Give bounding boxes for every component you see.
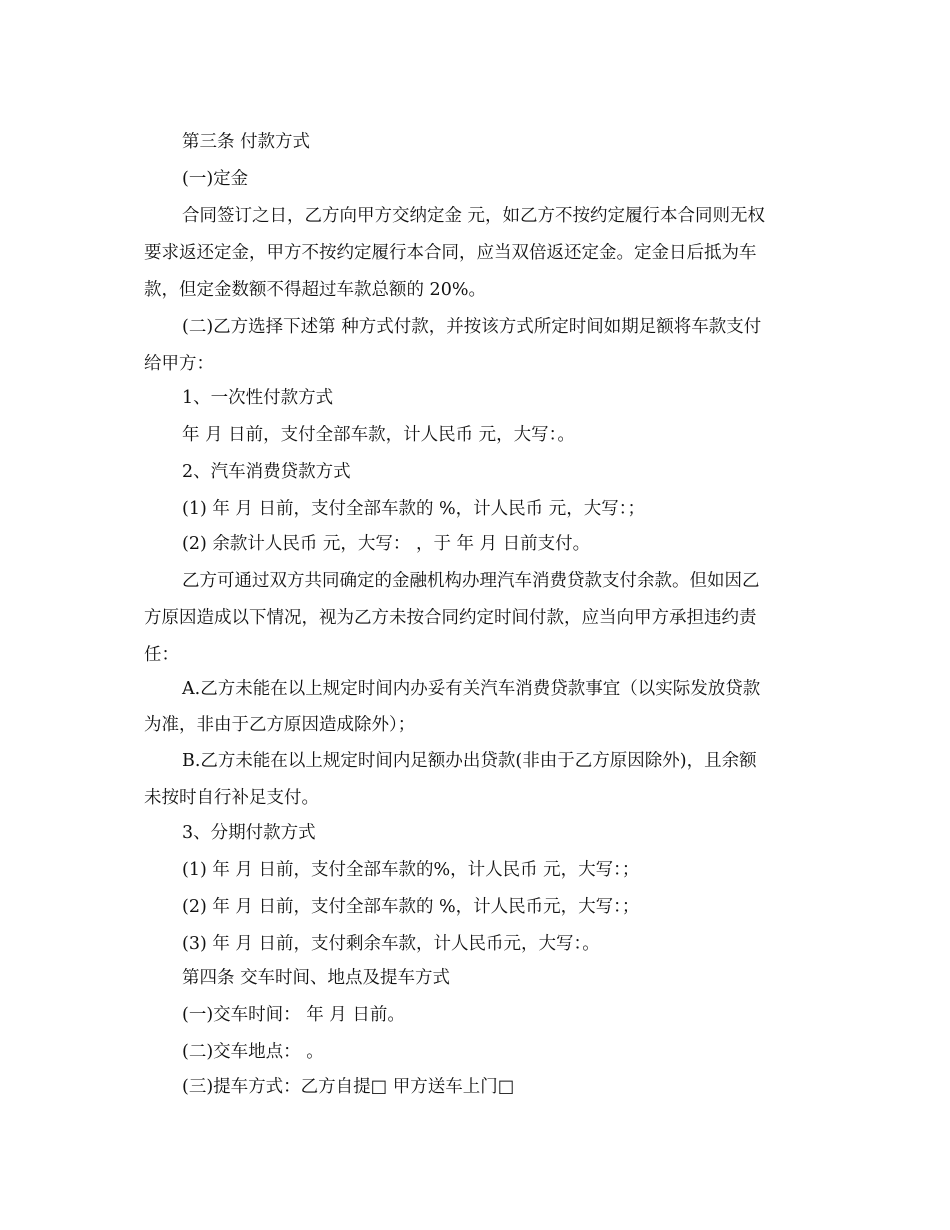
paragraph-line: (二)交车地点： 。 xyxy=(182,1042,324,1062)
article-3-heading: 第三条 付款方式 xyxy=(182,132,311,152)
paragraph-line: 方原因造成以下情况，视为乙方未按合同约定时间付款，应当向甲方承担违约责 xyxy=(144,608,757,628)
paragraph-line: (三)提车方式：乙方自提□ 甲方送车上门□ xyxy=(182,1077,515,1097)
paragraph-line: (一)交车时间： 年 月 日前。 xyxy=(182,1005,405,1025)
list-heading: 1、一次性付款方式 xyxy=(182,388,334,408)
paragraph-line: A.乙方未能在以上规定时间内办妥有关汽车消费贷款事宜（以实际发放贷款 xyxy=(182,679,761,699)
paragraph-line: 要求返还定金，甲方不按约定履行本合同，应当双倍返还定金。定金日后抵为车 xyxy=(144,243,757,263)
paragraph-line: 未按时自行补足支付。 xyxy=(144,788,319,808)
list-item: (1) 年 月 日前，支付全部车款的%，计人民币 元，大写：； xyxy=(182,860,640,880)
list-heading: 2、汽车消费贷款方式 xyxy=(182,462,351,482)
paragraph-line: (二)乙方选择下述第 种方式付款，并按该方式所定时间如期足额将车款支付 xyxy=(182,317,762,337)
list-item: (1) 年 月 日前，支付全部车款的 %，计人民币 元，大写：； xyxy=(182,499,645,519)
paragraph-line: 给甲方： xyxy=(144,354,214,374)
paragraph-line: 款，但定金数额不得超过车款总额的 20%。 xyxy=(144,280,486,300)
list-item: (2) 年 月 日前，支付全部车款的 %，计人民币元，大写：； xyxy=(182,897,640,917)
article-4-heading: 第四条 交车时间、地点及提车方式 xyxy=(182,968,451,988)
paragraph-line: 乙方可通过双方共同确定的金融机构办理汽车消费贷款支付余款。但如因乙 xyxy=(182,571,760,591)
paragraph-line: 任： xyxy=(144,645,179,665)
list-item: (3) 年 月 日前，支付剩余车款，计人民币元，大写：。 xyxy=(182,934,600,954)
list-item: (2) 余款计人民币 元，大写： ，于 年 月 日前支付。 xyxy=(182,534,591,554)
paragraph-line: 年 月 日前，支付全部车款，计人民币 元，大写：。 xyxy=(182,425,575,445)
paragraph-line: 合同签订之日，乙方向甲方交纳定金 元，如乙方不按约定履行本合同则无权 xyxy=(182,206,766,226)
paragraph-line: 为准，非由于乙方原因造成除外）； xyxy=(144,715,416,735)
section-deposit-heading: (一)定金 xyxy=(182,169,249,189)
paragraph-line: B.乙方未能在以上规定时间内足额办出贷款(非由于乙方原因除外)，且余额 xyxy=(182,751,757,771)
list-heading: 3、分期付款方式 xyxy=(182,823,316,843)
